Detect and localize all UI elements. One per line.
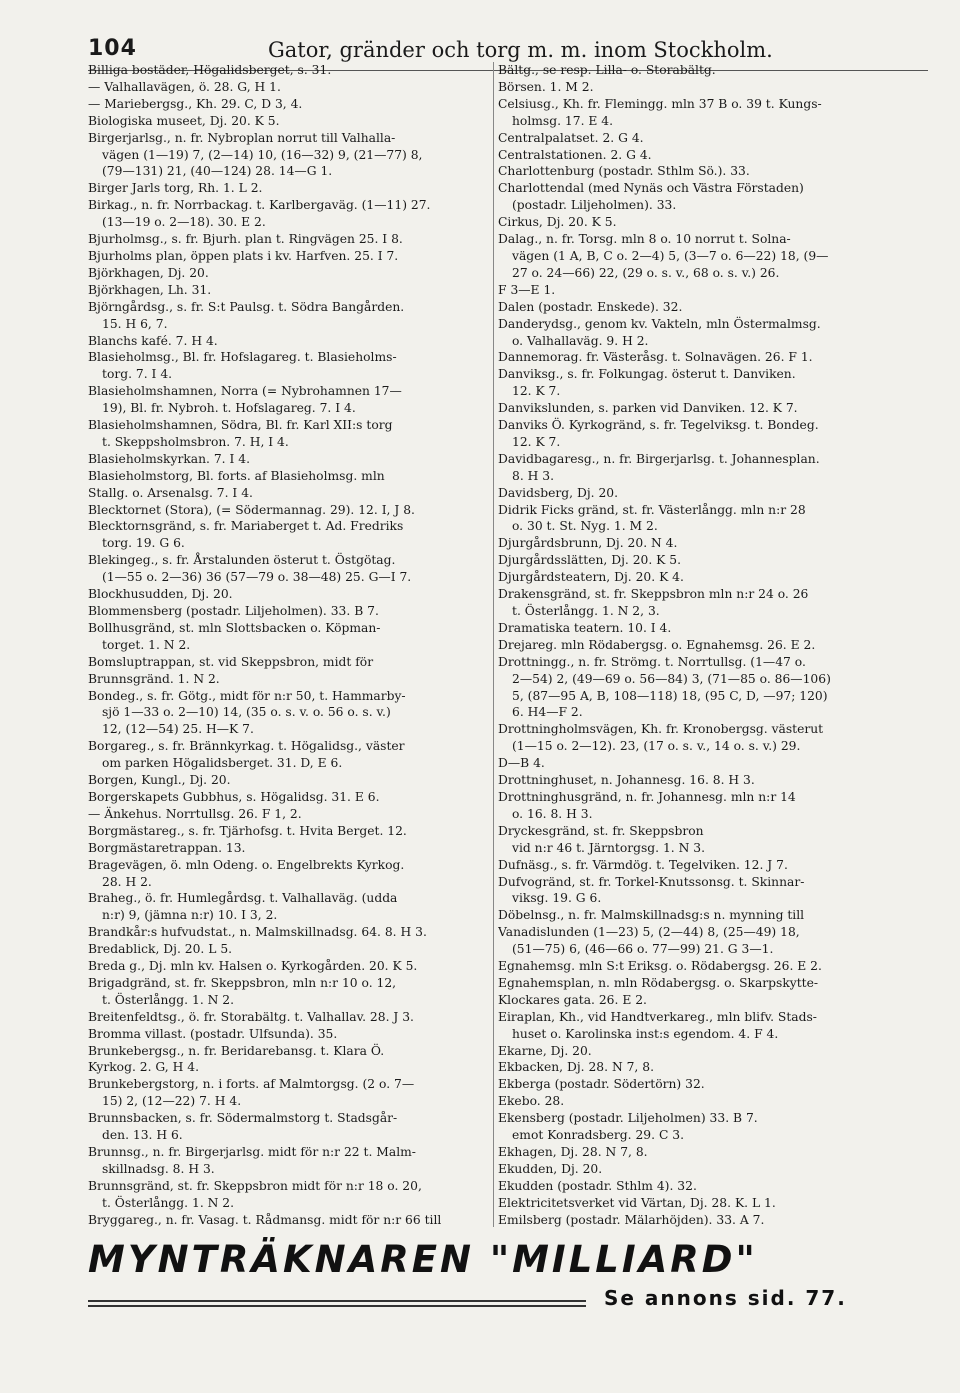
directory-line: Davidbagaresg., n. fr. Birgerjarlsg. t. Johannesplan. xyxy=(498,451,820,466)
directory-line: Kyrkog. 2. G, H 4. xyxy=(88,1060,199,1075)
directory-line: o. 16. 8. H 3. xyxy=(512,806,593,821)
right-column xyxy=(498,62,928,1227)
directory-line: Dufvogränd, st. fr. Torkel-Knutssonsg. t. Skinnar- xyxy=(498,874,805,889)
directory-line: 2—54) 2, (49—69 o. 56—84) 3, (71—85 o. 86—106) xyxy=(512,671,831,686)
directory-line: D—B 4. xyxy=(498,756,545,771)
directory-line: Drejareg. mln Rödabergsg. o. Egnahemsg. 26. E 2. xyxy=(498,637,816,652)
directory-line: 8. H 3. xyxy=(512,468,555,483)
directory-line: Bollhusgränd, st. mln Slottsbacken o. Köpman- xyxy=(88,620,381,635)
directory-line: Ekbacken, Dj. 28. N 7, 8. xyxy=(498,1060,654,1075)
directory-line: Björkhagen, Lh. 31. xyxy=(88,282,212,297)
directory-line: Brunkebergsg., n. fr. Beridarebansg. t. Klara Ö. xyxy=(88,1043,385,1058)
directory-line: 19), Bl. fr. Nybroh. t. Hofslagareg. 7. I 4. xyxy=(102,401,356,416)
directory-line: Danviks Ö. Kyrkogränd, s. fr. Tegelviksg. t. Bondeg. xyxy=(498,418,819,433)
directory-line: Braheg., ö. fr. Humlegårdsg. t. Valhallaväg. (udda xyxy=(88,891,398,906)
advertisement-subtitle: Se annons sid. 77. xyxy=(604,1286,847,1310)
directory-line: t. Österlångg. 1. N 2. xyxy=(102,1195,235,1210)
directory-line: Bomsluptrappan, st. vid Skeppsbron, midt för xyxy=(88,654,374,669)
directory-line: den. 13. H 6. xyxy=(102,1128,183,1143)
directory-line: Borgareg., s. fr. Brännkyrkag. t. Högalidsg., väster xyxy=(88,739,405,754)
directory-line: 15) 2, (12—22) 7. H 4. xyxy=(102,1094,242,1109)
directory-line: Dramatiska teatern. 10. I 4. xyxy=(498,620,672,635)
directory-line: sjö 1—33 o. 2—10) 14, (35 o. s. v. o. 56 o. s. v.) xyxy=(102,705,391,720)
directory-line: (1—15 o. 2—12). 23, (17 o. s. v., 14 o. s. v.) 29. xyxy=(512,739,801,754)
directory-line: huset o. Karolinska inst:s egendom. 4. F 4. xyxy=(512,1026,779,1041)
directory-line: Blanchs kafé. 7. H 4. xyxy=(88,333,218,348)
directory-line: Brunkebergstorg, n. i forts. af Malmtorgsg. (2 o. 7— xyxy=(88,1077,415,1092)
directory-line: Egnahemsplan, n. mln Rödabergsg. o. Skarpskytte- xyxy=(498,975,819,990)
directory-line: o. Valhallaväg. 9. H 2. xyxy=(512,333,649,348)
directory-line: 15. H 6, 7. xyxy=(102,316,168,331)
directory-line: Celsiusg., Kh. fr. Flemingg. mln 37 B o. 39 t. Kungs- xyxy=(498,96,822,111)
directory-line: Blasieholmstorg, Bl. forts. af Blasieholmsg. mln xyxy=(88,468,385,483)
directory-line: 12. K 7. xyxy=(512,384,561,399)
directory-line: Ekensberg (postadr. Liljeholmen) 33. B 7. xyxy=(498,1111,758,1126)
directory-line: skillnadsg. 8. H 3. xyxy=(102,1161,215,1176)
directory-line: Birgerjarlsg., n. fr. Nybroplan norrut till Valhalla- xyxy=(88,130,396,145)
directory-line: 6. H4—F 2. xyxy=(512,705,583,720)
directory-line: Döbelnsg., n. fr. Malmskillnadsg:s n. mynning till xyxy=(498,908,805,923)
directory-line: Billiga bostäder, Högalidsberget, s. 31. xyxy=(88,63,332,77)
directory-line: vägen (1—19) 7, (2—14) 10, (16—32) 9, (21—77) 8, xyxy=(102,147,423,162)
directory-line: Bjurholms plan, öppen plats i kv. Harfven. 25. I 7. xyxy=(88,248,399,263)
directory-line: Brunnsgränd, st. fr. Skeppsbron midt för n:r 18 o. 20, xyxy=(88,1178,422,1193)
directory-line: Bältg., se resp. Lilla- o. Storabältg. xyxy=(498,63,716,77)
directory-line: 27 o. 24—66) 22, (29 o. s. v., 68 o. s. v.) 26. xyxy=(512,265,780,280)
directory-line: (1—55 o. 2—36) 36 (57—79 o. 38—48) 25. G—I 7. xyxy=(102,570,412,585)
directory-line: Stallg. o. Arsenalsg. 7. I 4. xyxy=(88,485,253,500)
directory-line: Björngårdsg., s. fr. S:t Paulsg. t. Södra Bangården. xyxy=(88,299,405,314)
page-title: Gator, gränder och torg m. m. inom Stockholm. xyxy=(268,38,773,62)
directory-line: torget. 1. N 2. xyxy=(102,637,191,652)
directory-line: 12, (12—54) 25. H—K 7. xyxy=(102,722,254,737)
directory-line: Bragevägen, ö. mln Odeng. o. Engelbrekts Kyrkog. xyxy=(88,857,405,872)
directory-line: Ekebo. 28. xyxy=(498,1094,565,1109)
directory-line: torg. 19. G 6. xyxy=(102,536,185,551)
directory-line: (postadr. Liljeholmen). 33. xyxy=(512,198,677,213)
directory-line: Dannemorag. fr. Västeråsg. t. Solnavägen. 26. F 1. xyxy=(498,350,813,365)
directory-line: Ekberga (postadr. Södertörn) 32. xyxy=(498,1077,705,1092)
directory-line: Djurgårdsbrunn, Dj. 20. N 4. xyxy=(498,536,678,551)
directory-line: Bjurholmsg., s. fr. Bjurh. plan t. Ringvägen 25. I 8. xyxy=(88,232,403,247)
directory-line: (79—131) 21, (40—124) 28. 14—G 1. xyxy=(102,164,333,179)
directory-line: Klockares gata. 26. E 2. xyxy=(498,992,647,1007)
directory-line: — Mariebergsg., Kh. 29. C, D 3, 4. xyxy=(88,96,303,111)
directory-line: vägen (1 A, B, C o. 2—4) 5, (3—7 o. 6—22) 18, (9— xyxy=(512,248,829,263)
directory-line: (51—75) 6, (46—66 o. 77—99) 21. G 3—1. xyxy=(512,942,774,957)
directory-line: Bromma villast. (postadr. Ulfsunda). 35. xyxy=(88,1026,338,1041)
directory-line: Dryckesgränd, st. fr. Skeppsbron xyxy=(498,823,704,838)
directory-line: Danvikslunden, s. parken vid Danviken. 12. K 7. xyxy=(498,401,798,416)
directory-line: Centralstationen. 2. G 4. xyxy=(498,147,652,162)
directory-line: Bryggareg., n. fr. Vasag. t. Rådmansg. midt för n:r 66 till xyxy=(88,1212,442,1227)
directory-line: Drottningg., n. fr. Strömg. t. Norrtullsg. (1—47 o. xyxy=(498,654,806,669)
column-divider xyxy=(493,62,494,1227)
directory-line: Danviksg., s. fr. Folkungag. österut t. Danviken. xyxy=(498,367,796,382)
directory-line: Eiraplan, Kh., vid Handtverkareg., mln blifv. Stads- xyxy=(498,1009,817,1024)
directory-line: Blasieholmsg., Bl. fr. Hofslagareg. t. Blasieholms- xyxy=(88,350,397,365)
directory-line: Dalen (postadr. Enskede). 32. xyxy=(498,299,683,314)
directory-columns xyxy=(88,62,928,1227)
directory-line: Elektricitetsverket vid Värtan, Dj. 28. K. L 1. xyxy=(498,1195,776,1210)
directory-line: Ekarne, Dj. 20. xyxy=(498,1043,592,1058)
directory-line: Breda g., Dj. mln kv. Halsen o. Kyrkogården. 20. K 5. xyxy=(88,959,418,974)
advertisement-rule xyxy=(88,1300,586,1307)
directory-line: om parken Högalidsberget. 31. D, E 6. xyxy=(102,756,343,771)
directory-line: Blommensberg (postadr. Liljeholmen). 33. B 7. xyxy=(88,604,379,618)
directory-line: t. Skeppsholmsbron. 7. H, I 4. xyxy=(102,434,289,449)
advertisement-title: MYNTRÄKNAREN "MILLIARD" xyxy=(88,1238,758,1281)
directory-line: Ekudden (postadr. Sthlm 4). 32. xyxy=(498,1178,697,1193)
directory-line: 5, (87—95 A, B, 108—118) 18, (95 C, D, —97; 120) xyxy=(512,688,828,703)
directory-line: — Valhallavägen, ö. 28. G, H 1. xyxy=(88,79,281,94)
directory-line: — Änkehus. Norrtullsg. 26. F 1, 2. xyxy=(88,806,302,821)
directory-line: Drottningholmsvägen, Kh. fr. Kronobergsg. västerut xyxy=(498,722,824,737)
directory-line: Drottninghusgränd, n. fr. Johannesg. mln n:r 14 xyxy=(498,789,796,804)
directory-line: Birger Jarls torg, Rh. 1. L 2. xyxy=(88,181,263,196)
directory-line: Brandkår:s hufvudstat., n. Malmskillnadsg. 64. 8. H 3. xyxy=(88,925,427,940)
directory-line: Borgmästaretrappan. 13. xyxy=(88,840,246,855)
directory-line: vid n:r 46 t. Järntorgsg. 1. N 3. xyxy=(512,840,706,855)
directory-line: Borgmästareg., s. fr. Tjärhofsg. t. Hvita Berget. 12. xyxy=(88,823,407,838)
directory-line: Blasieholmskyrkan. 7. I 4. xyxy=(88,451,250,466)
directory-line: Bondeg., s. fr. Götg., midt för n:r 50, t. Hammarby- xyxy=(88,688,406,703)
directory-line: Didrik Ficks gränd, st. fr. Västerlångg. mln n:r 28 xyxy=(498,502,806,517)
page-number: 104 xyxy=(88,36,137,61)
directory-line: 12. K 7. xyxy=(512,434,561,449)
directory-line: Birkag., n. fr. Norrbackag. t. Karlbergaväg. (1—11) 27. xyxy=(88,198,431,213)
directory-line: Ekudden, Dj. 20. xyxy=(498,1161,603,1176)
left-column xyxy=(88,62,500,1227)
directory-line: t. Österlångg. 1. N 2. xyxy=(102,992,235,1007)
directory-line: Blockhusudden, Dj. 20. xyxy=(88,587,233,602)
directory-line: Blekingeg., s. fr. Årstalunden österut t. Östgötag. xyxy=(88,553,396,568)
directory-line: Davidsberg, Dj. 20. xyxy=(498,485,619,500)
directory-line: t. Österlångg. 1. N 2, 3. xyxy=(512,604,660,618)
directory-line: Danderydsg., genom kv. Vakteln, mln Östermalmsg. xyxy=(498,316,821,331)
directory-line: Brunnsgränd. 1. N 2. xyxy=(88,671,220,686)
directory-line: Brunnsbacken, s. fr. Södermalmstorg t. Stadsgår- xyxy=(88,1111,398,1126)
directory-line: emot Konradsberg. 29. C 3. xyxy=(512,1128,684,1143)
directory-line: Charlottenburg (postadr. Sthlm Sö.). 33. xyxy=(498,164,750,179)
directory-line: Dalag., n. fr. Torsg. mln 8 o. 10 norrut t. Solna- xyxy=(498,232,791,247)
directory-line: viksg. 19. G 6. xyxy=(512,891,602,906)
directory-line: Ekhagen, Dj. 28. N 7, 8. xyxy=(498,1145,648,1159)
directory-line: Charlottendal (med Nynäs och Västra Förstaden) xyxy=(498,181,804,196)
directory-line: F 3—E 1. xyxy=(498,282,556,297)
directory-line: Drakensgränd, st. fr. Skeppsbron mln n:r 24 o. 26 xyxy=(498,587,809,602)
directory-line: Brigadgränd, st. fr. Skeppsbron, mln n:r 10 o. 12, xyxy=(88,975,397,990)
directory-line: Börsen. 1. M 2. xyxy=(498,79,594,94)
directory-line: o. 30 t. St. Nyg. 1. M 2. xyxy=(512,519,658,534)
directory-line: Djurgårdsteatern, Dj. 20. K 4. xyxy=(498,570,684,585)
directory-line: holmsg. 17. E 4. xyxy=(512,113,613,128)
directory-line: Blasieholmshamnen, Södra, Bl. fr. Karl XII:s torg xyxy=(88,418,393,433)
directory-line: 28. H 2. xyxy=(102,874,152,889)
directory-line: Vanadislunden (1—23) 5, (2—44) 8, (25—49) 18, xyxy=(498,925,800,940)
directory-line: Biologiska museet, Dj. 20. K 5. xyxy=(88,113,280,128)
directory-line: Breitenfeldtsg., ö. fr. Storabältg. t. Valhallav. 28. J 3. xyxy=(88,1009,414,1024)
directory-line: n:r) 9, (jämna n:r) 10. I 3, 2. xyxy=(102,908,278,923)
directory-line: Brunnsg., n. fr. Birgerjarlsg. midt för n:r 22 t. Malm- xyxy=(88,1145,416,1159)
directory-line: Egnahemsg. mln S:t Eriksg. o. Rödabergsg. 26. E 2. xyxy=(498,959,822,974)
directory-line: torg. 7. I 4. xyxy=(102,367,173,382)
directory-line: Djurgårdsslätten, Dj. 20. K 5. xyxy=(498,553,681,568)
directory-line: Cirkus, Dj. 20. K 5. xyxy=(498,215,617,230)
directory-line: Blecktornsgränd, s. fr. Mariaberget t. Ad. Fredriks xyxy=(88,519,404,534)
directory-line: Centralpalatset. 2. G 4. xyxy=(498,130,644,145)
directory-line: Björkhagen, Dj. 20. xyxy=(88,265,209,280)
directory-line: Borgen, Kungl., Dj. 20. xyxy=(88,773,231,788)
directory-line: Blecktornet (Stora), (= Södermannag. 29). 12. I, J 8. xyxy=(88,502,415,517)
directory-line: Emilsberg (postadr. Mälarhöjden). 33. A 7. xyxy=(498,1212,765,1227)
directory-line: Drottninghuset, n. Johannesg. 16. 8. H 3. xyxy=(498,773,755,788)
directory-line: Blasieholmshamnen, Norra (= Nybrohamnen 17— xyxy=(88,384,402,399)
directory-line: (13—19 o. 2—18). 30. E 2. xyxy=(102,215,266,230)
directory-line: Bredablick, Dj. 20. L 5. xyxy=(88,942,233,957)
directory-line: Dufnäsg., s. fr. Värmdög. t. Tegelviken. 12. J 7. xyxy=(498,857,788,872)
directory-line: Borgerskapets Gubbhus, s. Högalidsg. 31. E 6. xyxy=(88,789,380,804)
